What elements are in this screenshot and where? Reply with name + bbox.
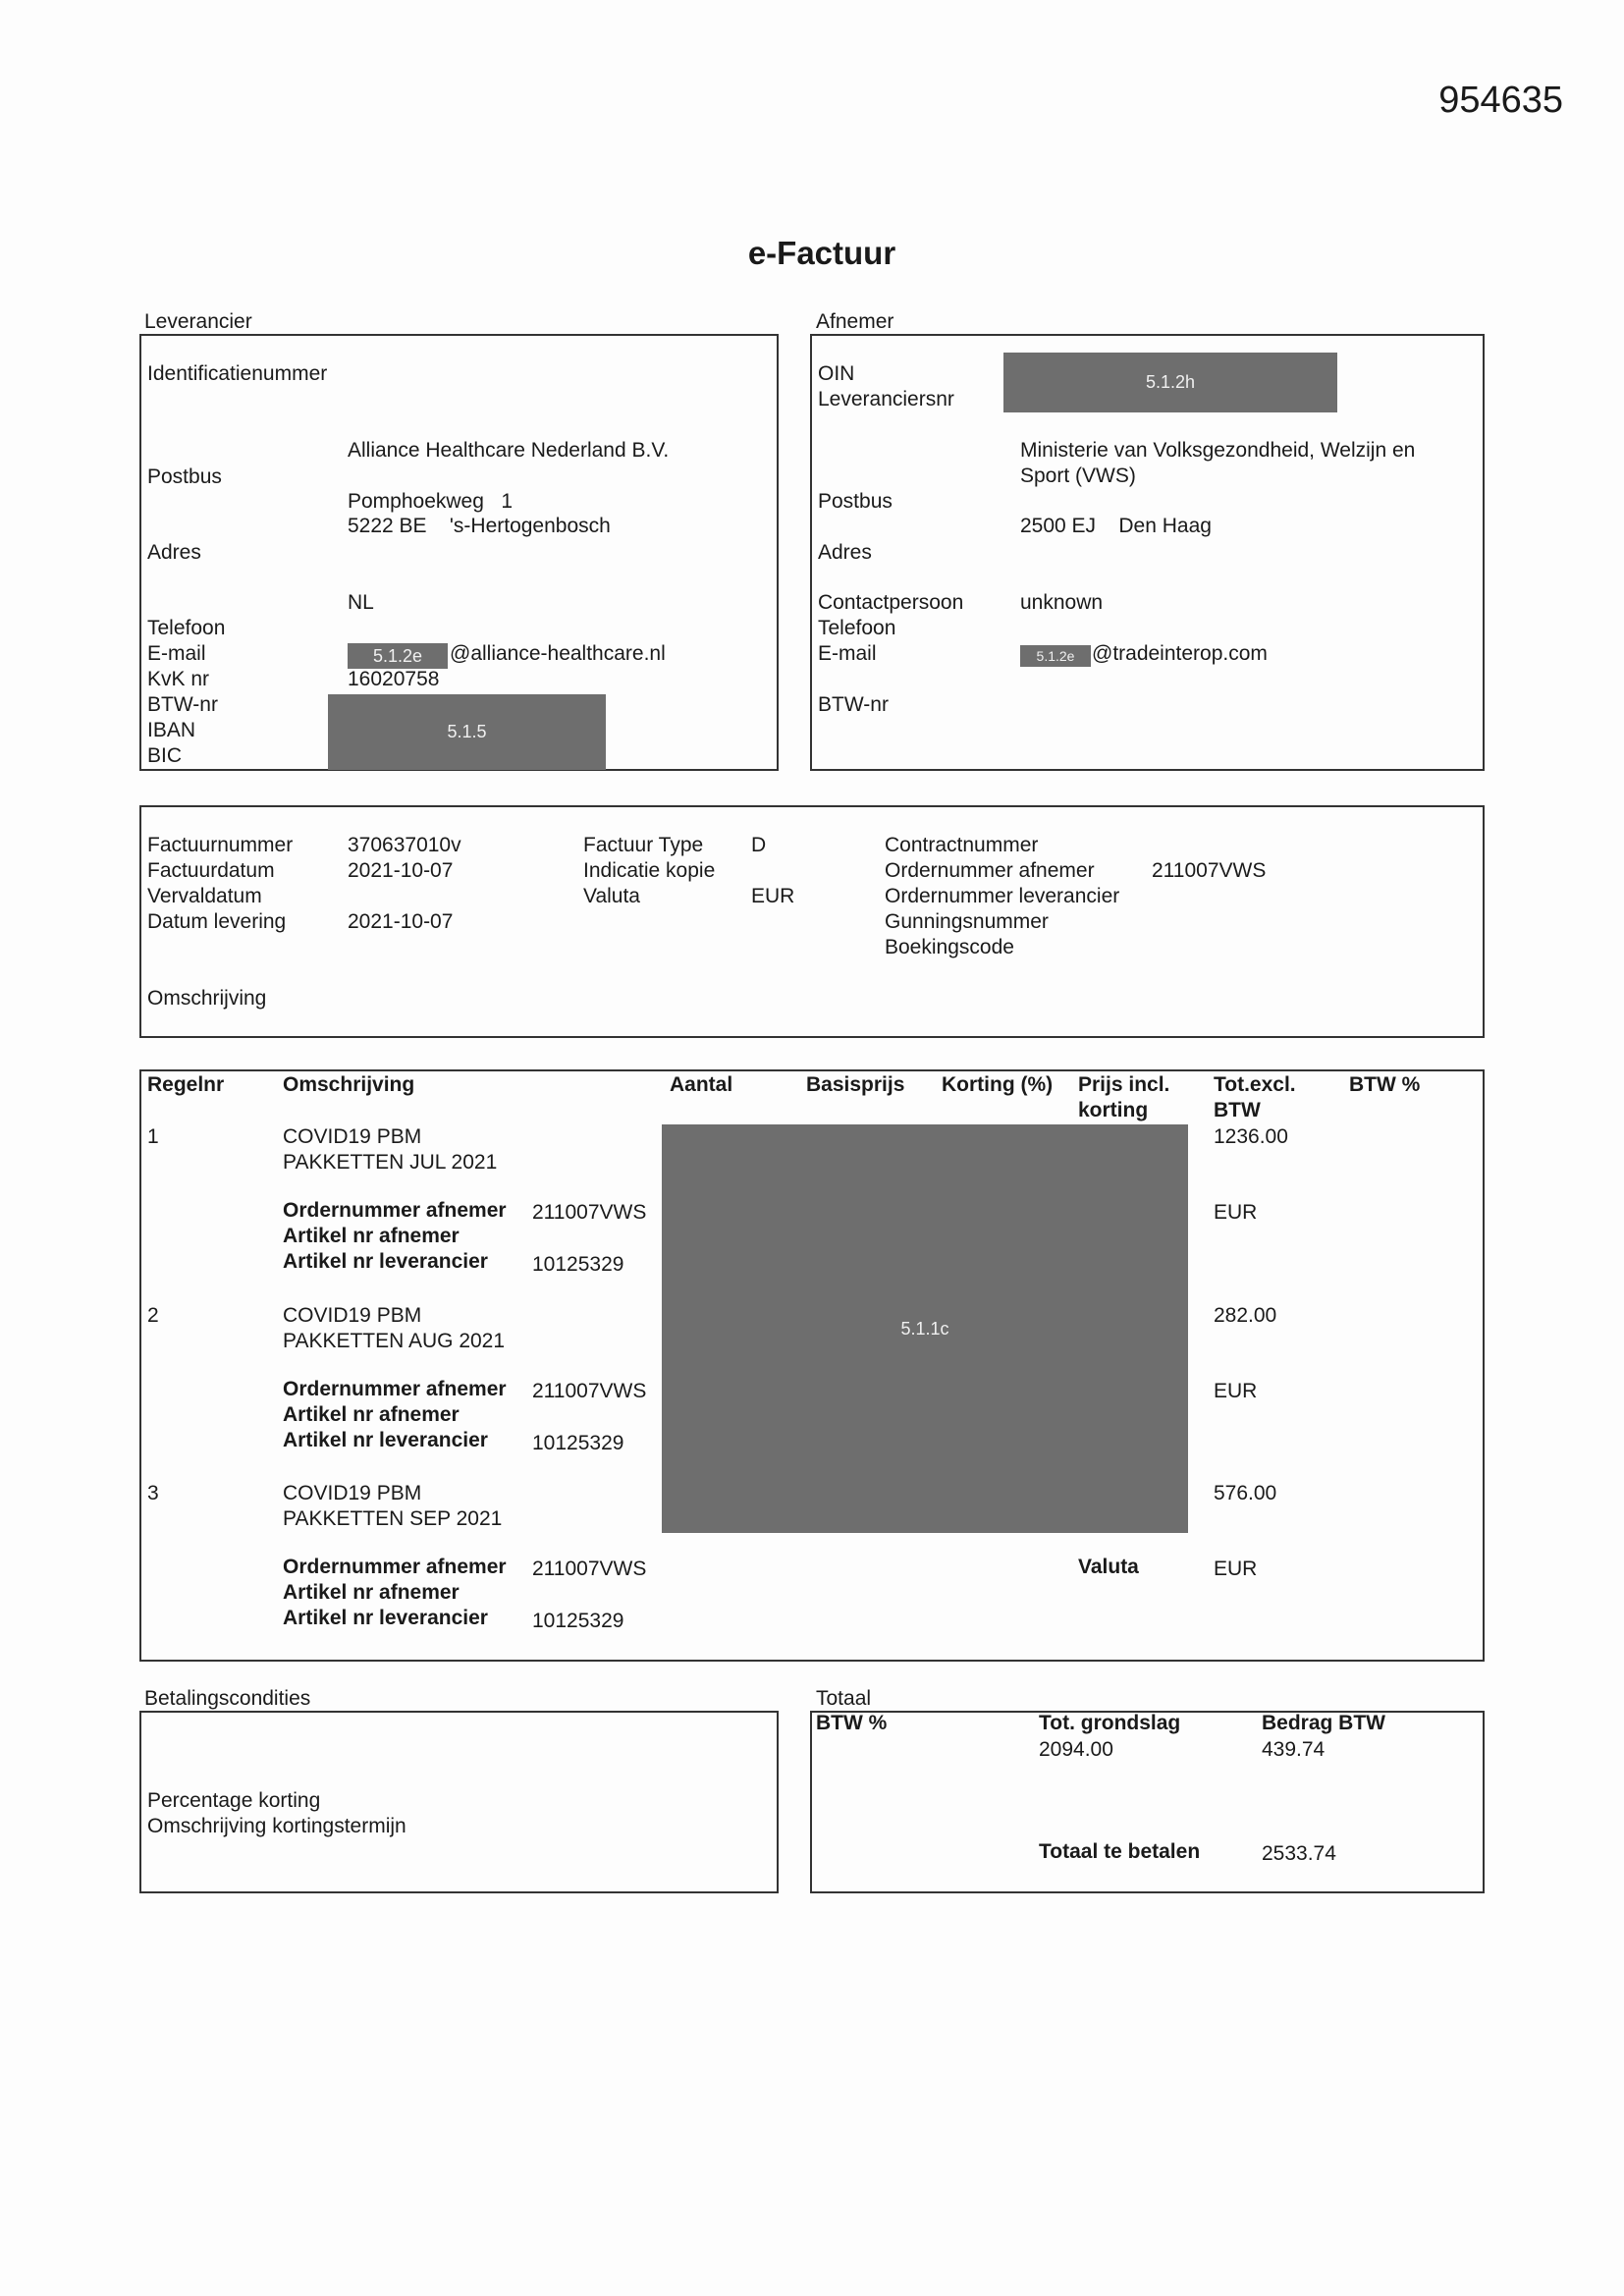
totals-btw-pct-header: BTW %	[816, 1712, 888, 1734]
item-1-nr: 1	[147, 1125, 159, 1148]
header-btw-pct: BTW %	[1349, 1073, 1421, 1096]
invoice-currency-value: EUR	[751, 885, 795, 907]
header-korting: Korting (%)	[942, 1073, 1054, 1096]
supplier-kvk-label: KvK nr	[147, 668, 210, 690]
item-3-desc-line2: PAKKETTEN SEP 2021	[283, 1507, 503, 1530]
item-3-valuta-label: Valuta	[1078, 1556, 1139, 1578]
customer-name-line1: Ministerie van Volksgezondheid, Welzijn en	[1020, 439, 1416, 462]
supplier-id-label: Identificatienummer	[147, 362, 328, 385]
customer-email-label: E-mail	[818, 642, 877, 665]
invoice-order-customer-value: 211007VWS	[1152, 859, 1267, 882]
item-1-total: 1236.00	[1214, 1125, 1288, 1148]
item-2-currency: EUR	[1214, 1380, 1258, 1402]
supplier-email-redaction: 5.1.2e	[348, 643, 448, 669]
customer-name-line2: Sport (VWS)	[1020, 465, 1136, 487]
totals-to-pay-value: 2533.74	[1262, 1842, 1336, 1865]
invoice-date-value: 2021-10-07	[348, 859, 454, 882]
supplier-email-label: E-mail	[147, 642, 206, 665]
item-3-currency: EUR	[1214, 1558, 1258, 1580]
invoice-currency-label: Valuta	[583, 885, 640, 907]
header-aantal: Aantal	[670, 1073, 733, 1096]
header-prijs-line1: Prijs incl.	[1078, 1073, 1170, 1096]
totals-bedrag-value: 439.74	[1262, 1738, 1326, 1761]
item-2-order-value: 211007VWS	[532, 1380, 647, 1402]
invoice-copy-label: Indicatie kopie	[583, 859, 716, 882]
totals-grondslag-header: Tot. grondslag	[1039, 1712, 1181, 1734]
customer-email-redaction: 5.1.2e	[1020, 645, 1091, 667]
header-basisprijs: Basisprijs	[806, 1073, 905, 1096]
item-3-nr: 3	[147, 1482, 159, 1504]
supplier-adres-label: Adres	[147, 541, 201, 564]
item-2-total: 282.00	[1214, 1304, 1277, 1327]
supplier-iban-label: IBAN	[147, 719, 196, 741]
item-2-art-customer-label: Artikel nr afnemer	[283, 1403, 460, 1426]
supplier-btw-label: BTW-nr	[147, 693, 218, 716]
totals-bedrag-header: Bedrag BTW	[1262, 1712, 1385, 1734]
supplier-postbus-label: Postbus	[147, 465, 222, 488]
customer-leveranciersnr-label: Leveranciersnr	[818, 388, 954, 410]
document-number: 954635	[1438, 80, 1563, 121]
invoice-date-label: Factuurdatum	[147, 859, 275, 882]
invoice-due-label: Vervaldatum	[147, 885, 262, 907]
item-2-order-label: Ordernummer afnemer	[283, 1378, 507, 1400]
invoice-contract-label: Contractnummer	[885, 834, 1039, 856]
customer-oin-redaction: 5.1.2h	[1003, 353, 1337, 412]
item-2-desc-line2: PAKKETTEN AUG 2021	[283, 1330, 506, 1352]
item-2-art-supplier-value: 10125329	[532, 1432, 624, 1454]
supplier-bank-redaction: 5.1.5	[328, 694, 606, 770]
item-3-order-value: 211007VWS	[532, 1558, 647, 1580]
customer-contact-value: unknown	[1020, 591, 1104, 614]
payment-section-label: Betalingscondities	[144, 1687, 311, 1710]
item-2-nr: 2	[147, 1304, 159, 1327]
header-prijs-line2: korting	[1078, 1099, 1149, 1121]
supplier-section-label: Leverancier	[144, 310, 252, 333]
header-regelnr: Regelnr	[147, 1073, 225, 1096]
header-tot-line2: BTW	[1214, 1099, 1261, 1121]
invoice-description-label: Omschrijving	[147, 987, 267, 1010]
item-1-currency: EUR	[1214, 1201, 1258, 1224]
supplier-email-domain: @alliance-healthcare.nl	[450, 642, 666, 665]
item-1-art-supplier-label: Artikel nr leverancier	[283, 1250, 488, 1273]
page-title: e-Factuur	[747, 235, 896, 271]
customer-postbus-label: Postbus	[818, 490, 893, 513]
header-omschrijving: Omschrijving	[283, 1073, 415, 1096]
supplier-bic-label: BIC	[147, 744, 183, 767]
line-items-redaction: 5.1.1c	[662, 1124, 1188, 1533]
customer-telefoon-label: Telefoon	[818, 617, 896, 639]
invoice-delivery-value: 2021-10-07	[348, 910, 454, 933]
invoice-type-value: D	[751, 834, 767, 856]
item-3-total: 576.00	[1214, 1482, 1277, 1504]
totals-to-pay-label: Totaal te betalen	[1039, 1840, 1201, 1863]
invoice-number-value: 370637010v	[348, 834, 461, 856]
customer-section-label: Afnemer	[816, 310, 894, 333]
item-1-art-supplier-value: 10125329	[532, 1253, 624, 1276]
customer-city: 2500 EJ Den Haag	[1020, 515, 1212, 537]
supplier-name: Alliance Healthcare Nederland B.V.	[348, 439, 670, 462]
item-2-desc-line1: COVID19 PBM	[283, 1304, 422, 1327]
invoice-order-supplier-label: Ordernummer leverancier	[885, 885, 1120, 907]
supplier-street: Pomphoekweg 1	[348, 490, 514, 513]
invoice-delivery-label: Datum levering	[147, 910, 287, 933]
item-2-art-supplier-label: Artikel nr leverancier	[283, 1429, 488, 1451]
customer-contact-label: Contactpersoon	[818, 591, 964, 614]
item-3-desc-line1: COVID19 PBM	[283, 1482, 422, 1504]
totals-grondslag-value: 2094.00	[1039, 1738, 1113, 1761]
customer-oin-label: OIN	[818, 362, 855, 385]
item-1-desc-line1: COVID19 PBM	[283, 1125, 422, 1148]
invoice-info-box	[139, 805, 1485, 1038]
payment-pct-label: Percentage korting	[147, 1789, 321, 1812]
supplier-city: 5222 BE 's-Hertogenbosch	[348, 515, 611, 537]
item-1-art-customer-label: Artikel nr afnemer	[283, 1225, 460, 1247]
totals-section-label: Totaal	[816, 1687, 872, 1710]
invoice-order-customer-label: Ordernummer afnemer	[885, 859, 1095, 882]
customer-adres-label: Adres	[818, 541, 872, 564]
customer-email-domain: @tradeinterop.com	[1092, 642, 1268, 665]
header-tot-line1: Tot.excl.	[1214, 1073, 1296, 1096]
item-3-art-supplier-label: Artikel nr leverancier	[283, 1607, 488, 1629]
totals-box	[810, 1711, 1485, 1893]
invoice-number-label: Factuurnummer	[147, 834, 294, 856]
supplier-telefoon-label: Telefoon	[147, 617, 226, 639]
item-1-order-label: Ordernummer afnemer	[283, 1199, 507, 1222]
item-1-order-value: 211007VWS	[532, 1201, 647, 1224]
customer-btw-label: BTW-nr	[818, 693, 889, 716]
invoice-booking-label: Boekingscode	[885, 936, 1014, 958]
supplier-country: NL	[348, 591, 374, 614]
item-3-art-customer-label: Artikel nr afnemer	[283, 1581, 460, 1604]
supplier-kvk-value: 16020758	[348, 668, 440, 690]
payment-desc-label: Omschrijving kortingstermijn	[147, 1815, 406, 1837]
invoice-tender-label: Gunningsnummer	[885, 910, 1049, 933]
item-1-desc-line2: PAKKETTEN JUL 2021	[283, 1151, 498, 1174]
item-3-art-supplier-value: 10125329	[532, 1610, 624, 1632]
invoice-type-label: Factuur Type	[583, 834, 704, 856]
item-3-order-label: Ordernummer afnemer	[283, 1556, 507, 1578]
